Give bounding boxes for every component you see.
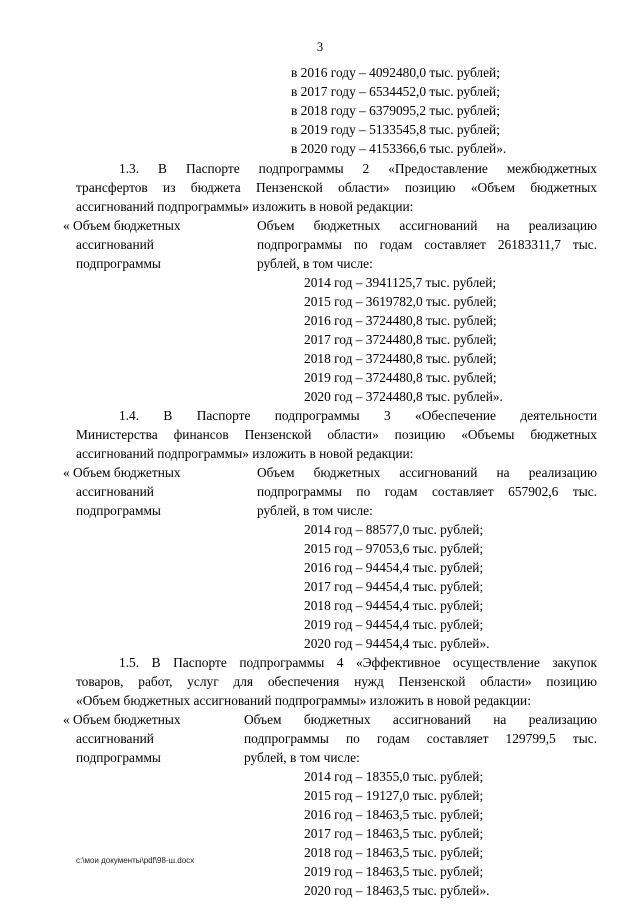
funding-text-line: рублей, в том числе: xyxy=(244,750,360,765)
year-line: 2020 год – 94454,4 тыс. рублей». xyxy=(304,636,490,651)
paragraph-1-3-line: 1.3. В Паспорте подпрограммы 2 «Предоставление межбюджетных xyxy=(119,161,597,176)
label-line: подпрограммы xyxy=(76,503,161,518)
label-line: « Объем бюджетных xyxy=(63,712,181,727)
label-line: ассигнований xyxy=(76,237,154,252)
year-line: 2016 год – 94454,4 тыс. рублей; xyxy=(304,560,484,575)
label-line: « Объем бюджетных xyxy=(63,465,181,480)
top-list-line: в 2018 году – 6379095,2 тыс. рублей; xyxy=(291,103,500,118)
year-line: 2015 год – 97053,6 тыс. рублей; xyxy=(304,541,484,556)
year-line: 2016 год – 18463,5 тыс. рублей; xyxy=(304,807,484,822)
year-line: 2016 год – 3724480,8 тыс. рублей; xyxy=(304,313,497,328)
label-line: ассигнований xyxy=(76,484,154,499)
year-line: 2019 год – 3724480,8 тыс. рублей; xyxy=(304,370,497,385)
year-line: 2015 год – 3619782,0 тыс. рублей; xyxy=(304,294,497,309)
paragraph-1-3-line: ассигнований подпрограммы» изложить в новой редакции: xyxy=(76,199,414,214)
funding-text-line: подпрограммы по годам составляет 657902,6 тыс. xyxy=(257,484,597,499)
label-line: « Объем бюджетных xyxy=(63,218,181,233)
file-path-footer: c:\мои документы\pdf\98-ш.docx xyxy=(76,856,195,865)
funding-text-line: подпрограммы по годам составляет 26183311,7 тыс. xyxy=(257,237,597,252)
top-list-line: в 2020 году – 4153366,6 тыс. рублей». xyxy=(291,141,507,156)
year-line: 2018 год – 18463,5 тыс. рублей; xyxy=(304,845,484,860)
year-line: 2018 год – 3724480,8 тыс. рублей; xyxy=(304,351,497,366)
year-line: 2014 год – 3941125,7 тыс. рублей; xyxy=(304,275,497,290)
paragraph-1-4-line: 1.4. В Паспорте подпрограммы 3 «Обеспечение деятельности xyxy=(119,408,597,423)
paragraph-1-3-line: трансфертов из бюджета Пензенской области» позицию «Объем бюджетных xyxy=(76,180,597,195)
year-line: 2020 год – 3724480,8 тыс. рублей». xyxy=(304,389,503,404)
funding-text-line: Объем бюджетных ассигнований на реализацию xyxy=(244,712,597,727)
funding-text-line: Объем бюджетных ассигнований на реализацию xyxy=(257,465,597,480)
year-line: 2014 год – 18355,0 тыс. рублей; xyxy=(304,769,484,784)
label-line: подпрограммы xyxy=(76,750,161,765)
paragraph-1-5-line: 1.5. В Паспорте подпрограммы 4 «Эффективное осуществление закупок xyxy=(119,655,597,670)
year-line: 2015 год – 19127,0 тыс. рублей; xyxy=(304,788,484,803)
funding-text-line: рублей, в том числе: xyxy=(257,503,373,518)
label-line: подпрограммы xyxy=(76,256,161,271)
year-line: 2017 год – 18463,5 тыс. рублей; xyxy=(304,826,484,841)
label-line: ассигнований xyxy=(76,731,154,746)
top-list-line: в 2019 году – 5133545,8 тыс. рублей; xyxy=(291,122,500,137)
year-line: 2018 год – 94454,4 тыс. рублей; xyxy=(304,598,484,613)
paragraph-1-5-line: товаров, работ, услуг для обеспечения нужд Пензенской области» позицию xyxy=(76,674,597,689)
paragraph-1-5-line: «Объем бюджетных ассигнований подпрограммы» изложить в новой редакции: xyxy=(76,693,531,708)
funding-text-line: рублей, в том числе: xyxy=(257,256,373,271)
year-line: 2019 год – 94454,4 тыс. рублей; xyxy=(304,617,484,632)
year-line: 2017 год – 3724480,8 тыс. рублей; xyxy=(304,332,497,347)
top-list-line: в 2016 году – 4092480,0 тыс. рублей; xyxy=(291,65,500,80)
year-line: 2019 год – 18463,5 тыс. рублей; xyxy=(304,864,484,879)
year-line: 2014 год – 88577,0 тыс. рублей; xyxy=(304,522,484,537)
year-line: 2017 год – 94454,4 тыс. рублей; xyxy=(304,579,484,594)
funding-text-line: Объем бюджетных ассигнований на реализацию xyxy=(257,218,597,233)
paragraph-1-4-line: Министерства финансов Пензенской области» позицию «Объемы бюджетных xyxy=(76,427,597,442)
year-line: 2020 год – 18463,5 тыс. рублей». xyxy=(304,883,490,898)
funding-text-line: подпрограммы по годам составляет 129799,5 тыс. xyxy=(244,731,597,746)
paragraph-1-4-line: ассигнований подпрограммы» изложить в новой редакции: xyxy=(76,446,414,461)
page-number: 3 xyxy=(316,40,324,54)
top-list-line: в 2017 году – 6534452,0 тыс. рублей; xyxy=(291,84,500,99)
